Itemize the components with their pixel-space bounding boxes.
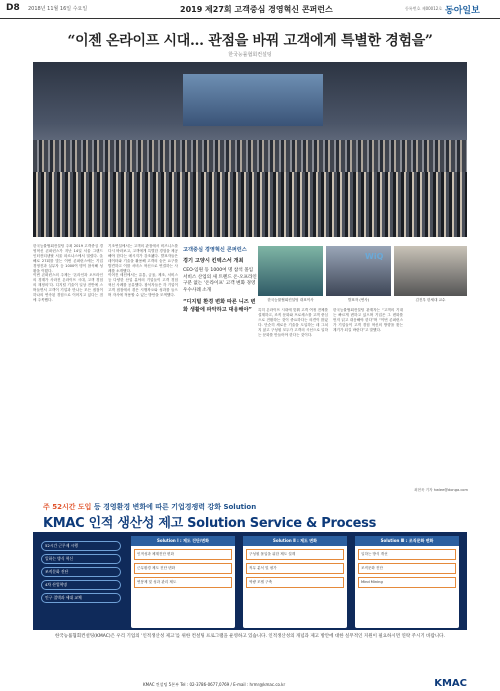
- ad-issue-item: 인구 절벽과 세대 교체: [41, 593, 121, 603]
- ad-issue-list: [41, 538, 121, 626]
- speaker-photo-1: [258, 246, 323, 296]
- photo-caption-2: 발표자 (연사): [347, 298, 370, 302]
- article-paragraph: 이어진 세션에서는 유통, 금융, 제조, 서비스 등 다양한 산업 분야의 기업들이 고객 경험 혁신 사례를 공유했다. 참석자들은 각 기업이 고객 접점에서 겪은 시행착오와 성과를 들으며 자사에 적용할 수 있는 방안을 모색했다.: [108, 273, 178, 298]
- section-title: 2019 제27회 고객중심 경영혁신 콘퍼런스: [180, 5, 333, 14]
- solution-item: 역량 모델 구축: [246, 577, 344, 588]
- article-paragraph: 이번 콘퍼런스의 주제는 ‘온라인과 오프라인의 경계가 사라진 온라이프 시대, 고객 경험의 재정의’다. 디지털 기술이 일상 전반에 스며들면서 고객이 기업과 만나는 모든 접점이 하나의 연속된 경험으로 이어지고 있다는 점에 주목했다.: [33, 273, 103, 302]
- ad-kicker: [43, 502, 256, 512]
- solution-item: Mind Mining: [358, 577, 456, 588]
- ad-description: 한국능률협회컨설팅(KMAC)은 우리 기업의 ‘인적생산성 제고’를 위한 컨설팅 프로그램을 운영하고 있습니다. 인적생산성의 개념과 제고 방안에 대한 실무적인 지원이 필요하시면 연락 주시기 바랍니다.: [55, 634, 445, 639]
- article-paragraph: 특히 온라이프 시대에 맞춰 고객 여정 전체를 설계하고, 조직 문화와 프로세스를 고객 중심으로 전환하는 것이 중요하다는 의견이 많았다. 단순히 새로운 기술을 도입하는 데 그치지 않고 구성원 모두가 고객의 시선으로 일하는 문화를 만들어야 한다는 것이다.: [258, 308, 328, 337]
- issue-date: 2018년 11월 16일 수요일: [28, 6, 88, 12]
- solution-card-2: [243, 536, 347, 628]
- page-number: D8: [6, 3, 20, 13]
- ad-issue-item: 조직문화 진단: [41, 567, 121, 577]
- solution-item: 인적성과 체계진단 변화: [134, 549, 232, 560]
- article-column-5: [333, 308, 403, 494]
- sidebar-subtitle: 경기 고양시 킨텍스서 개최: [183, 258, 244, 264]
- photo-backdrop-logo: WiQ: [365, 252, 384, 261]
- photo-caption-1: 한국능률협회컨설팅 대표이사: [267, 298, 314, 302]
- ad-kicker-text: 등 경영환경 변화에 따른 기업경쟁력 강화 Solution: [91, 503, 257, 511]
- sidebar-quote: “디지털 환경 변화 따른 니즈 변화 생활에 파악하고 대응해야”: [183, 299, 256, 313]
- page-header: [0, 0, 500, 19]
- article-subhead: 한국능률협회컨설팅: [228, 52, 272, 58]
- solution-item: 연봉제 및 성과 관리 제도: [134, 577, 232, 588]
- solution-card-3: [355, 536, 459, 628]
- ad-issue-item: 52시간 근무제 시행: [41, 541, 121, 551]
- newspaper-logo: 동아일보: [445, 6, 480, 16]
- sidebar-title: 고객중심 경영혁신 콘퍼런스: [183, 247, 247, 253]
- article-paragraph: 한국능률협회컨설팅 관계자는 “고객의 기대는 빠르게 변하고 있으며 기업은 그 변화를 먼저 읽고 대응해야 한다”며 “이번 콘퍼런스가 기업들이 고객 경험 혁신의 방향을 찾는 계기가 되길 바란다”고 말했다.: [333, 308, 403, 332]
- article-headline: “이젠 온라이프 시대… 관점을 바꿔 고객에게 특별한 경험을”: [67, 33, 433, 49]
- ad-issue-item: 4차 산업혁명: [41, 580, 121, 590]
- solution-item: 구성원 몰입을 위한 제도 설계: [246, 549, 344, 560]
- ad-footer: [33, 680, 467, 690]
- sidebar-box: [183, 246, 258, 314]
- speaker-photo-3: [394, 246, 467, 296]
- registration-number: 등록번호 제00012호: [405, 6, 443, 11]
- solution-item: 조직문화 진단: [358, 563, 456, 574]
- solution-item: 근무환경 제도 진단 변화: [134, 563, 232, 574]
- ad-title: KMAC 인적 생산성 제고 Solution Service & Process: [43, 516, 377, 531]
- stage-screen: [183, 74, 323, 126]
- audience-front-rows: [33, 172, 467, 237]
- conference-hall-photo: [33, 62, 467, 237]
- solution-card-1: [131, 536, 235, 628]
- solution-heading: Solution Ⅲ : 조직문화 변화: [355, 536, 459, 546]
- kmac-logo: KMAC: [434, 678, 467, 689]
- article-byline: 최현욱 기자 hwlee@donga.com: [414, 488, 468, 492]
- ad-issue-item: 일하는 방식 혁신: [41, 554, 121, 564]
- kmac-advertisement: [33, 500, 467, 678]
- article-column-2: [108, 244, 178, 494]
- solution-item: 일하는 방식 개선: [358, 549, 456, 560]
- solution-heading: Solution Ⅰ : 제도 진단/변화: [131, 536, 235, 546]
- ad-contact: KMAC 컨설팅 5본부 Tel : 02-3786-0677,0769 / E-mail : hrmr@kmac.co.kr: [143, 682, 286, 687]
- article-paragraph: 기조연설에서는 고객의 관점에서 비즈니스를 다시 바라보고, 고객에게 특별한 경험을 제공해야 한다는 메시지가 강조됐다. 발표자들은 데이터와 기술을 활용해 고객의 숨은 요구를 발견하고 이를 서비스 혁신으로 연결하는 사례를 소개했다.: [108, 244, 178, 273]
- article-column-4: [258, 308, 328, 494]
- article-column-1: [33, 244, 103, 494]
- article-paragraph: 한국능률협회컨설팅 주최 2019 고객중심 경영혁신 콘퍼런스가 지난 14일 서울 그랜드 인터컨티넨탈 서울 파르나스에서 열렸다. 올해로 27회를 맞는 이번 콘퍼런스에는 기업 경영진과 실무자 등 1000여 명이 참석해 성황을 이뤘다.: [33, 244, 103, 273]
- ad-kicker-highlight: 주 52시간 도입: [43, 503, 92, 511]
- photo-caption-3: 김진우 한세대 교수: [415, 298, 446, 302]
- solution-item: 직무 분석 및 평가: [246, 563, 344, 574]
- solution-heading: Solution Ⅱ : 제도 변화: [243, 536, 347, 546]
- sidebar-summary: CEO·임원 등 1000여 명 참석 몰입 서비스 산업의 새 트렌드 온·오프라인 구분 없는 ‘온라이프’ 고객 변화 경영 우수사례 소개: [183, 268, 257, 293]
